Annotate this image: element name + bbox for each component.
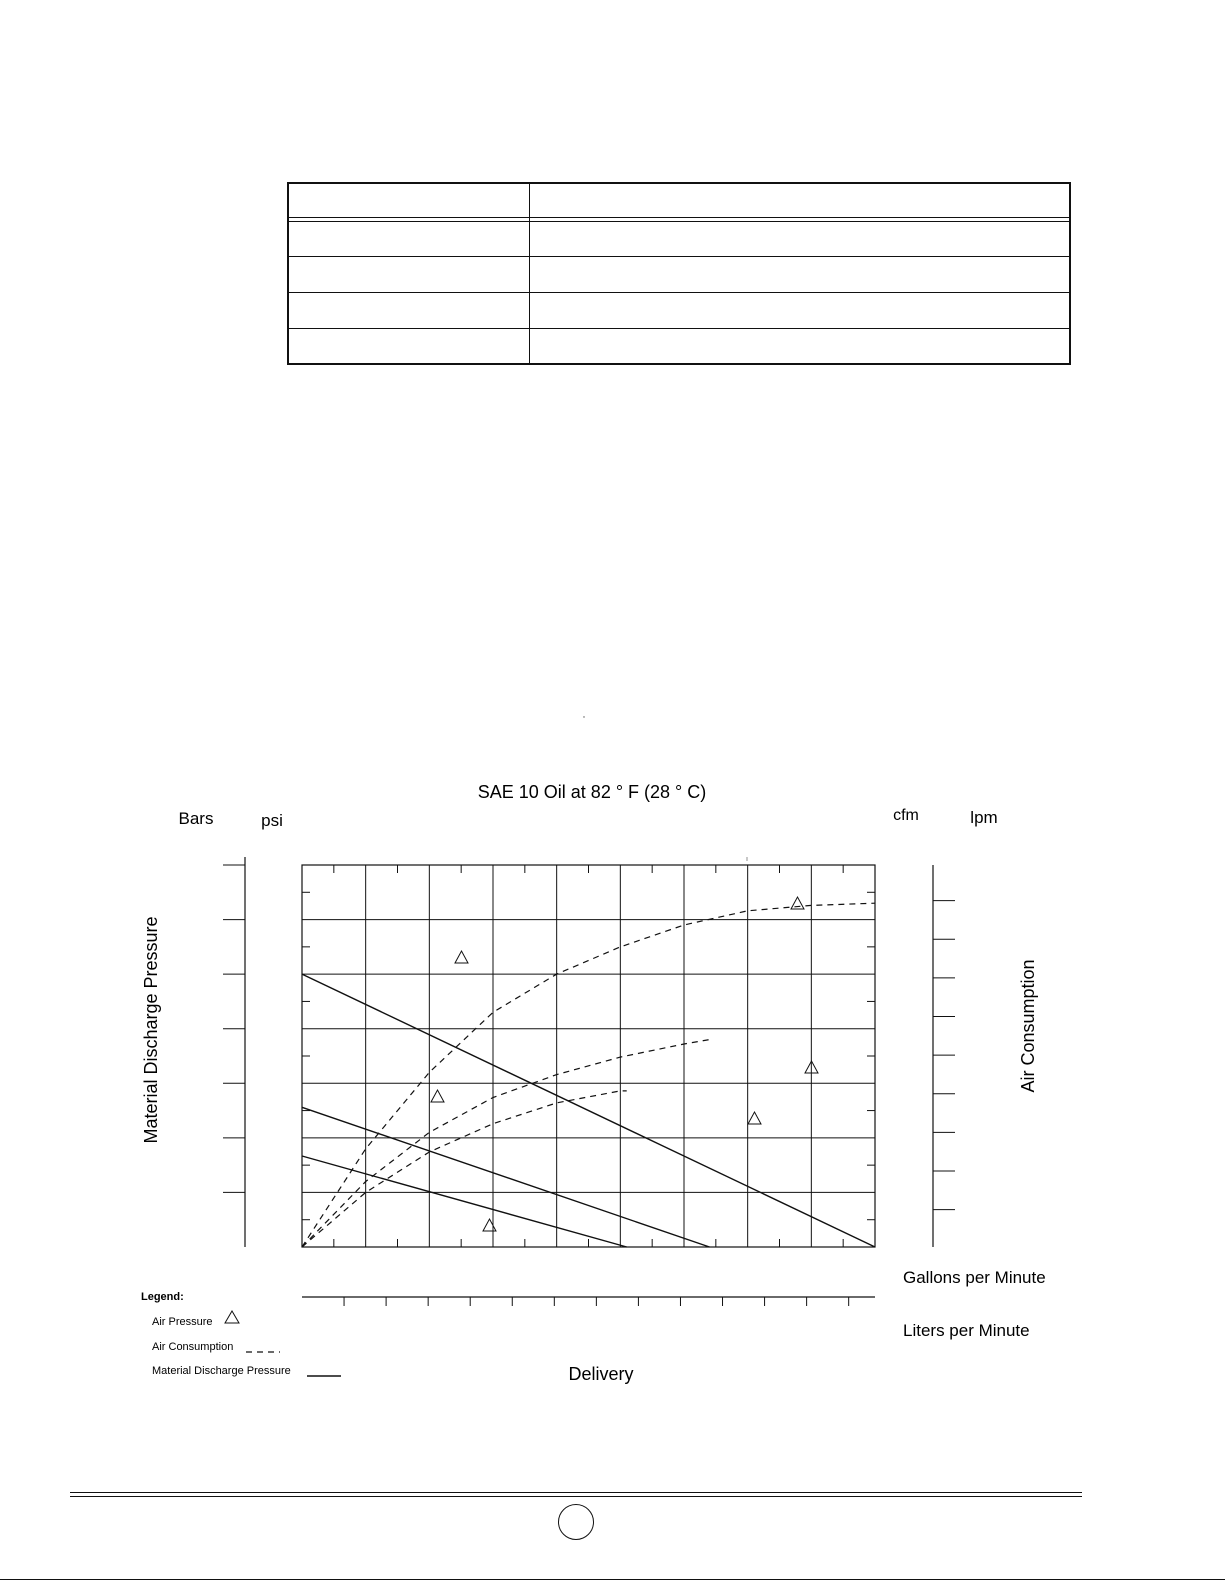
x-axis-unit-lpm: Liters per Minute xyxy=(903,1321,1030,1340)
chart-series xyxy=(302,897,875,1247)
chart-axes xyxy=(223,857,955,1306)
legend-triangle-icon xyxy=(225,1311,239,1323)
legend-label-air-pressure: Air Pressure xyxy=(152,1316,213,1328)
lpm-unit-label: lpm xyxy=(970,808,998,827)
legend-label-air-consumption: Air Consumption xyxy=(152,1341,234,1353)
air-pressure-triangle-icon xyxy=(455,951,468,963)
y-axis-label-air-consumption: Air Consumption xyxy=(1018,959,1038,1093)
bars-unit-label: Bars xyxy=(178,809,214,828)
legend-label-material-discharge-pressure: Material Discharge Pressure xyxy=(152,1365,291,1377)
air-pressure-triangle-icon xyxy=(431,1090,444,1102)
air-pressure-triangle-icon xyxy=(791,897,804,909)
cfm-unit-label: cfm xyxy=(893,807,919,824)
discharge-pressure-series-line xyxy=(302,1107,710,1247)
bottom-rule xyxy=(0,1579,1225,1580)
scan-speck xyxy=(583,716,584,717)
legend-title: Legend: xyxy=(141,1291,184,1303)
x-axis-label: Delivery xyxy=(568,1364,634,1384)
chart-legend xyxy=(141,1291,341,1377)
air-consumption-series-line xyxy=(302,903,875,1247)
x-axis-unit-gpm: Gallons per Minute xyxy=(903,1268,1046,1287)
footer-rule xyxy=(70,1492,1082,1497)
air-pressure-triangle-icon xyxy=(483,1219,496,1231)
chart-grid xyxy=(302,865,875,1247)
chart-title: SAE 10 Oil at 82 ° F (28 ° C) xyxy=(477,782,707,802)
page-number-circle xyxy=(558,1504,594,1540)
air-pressure-triangle-icon xyxy=(748,1112,761,1124)
psi-unit-label: psi xyxy=(261,811,283,830)
plot-frame xyxy=(302,865,875,1247)
y-axis-label-material-discharge-pressure: Material Discharge Pressure xyxy=(141,916,161,1144)
